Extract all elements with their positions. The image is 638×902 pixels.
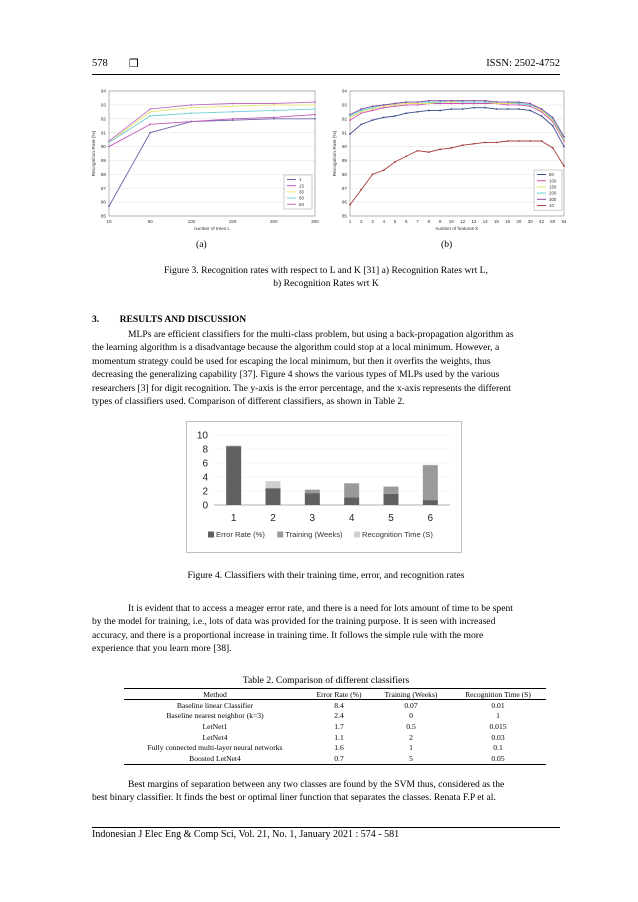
x-tick-label: 84 [561,219,567,224]
bar-segment [384,486,399,487]
data-point [314,114,316,116]
series-line [109,102,315,141]
table-cell: 5 [372,753,450,764]
y-tick-label: 10 [196,430,208,442]
table-cell: LetNet1 [202,721,228,731]
x-tick-label: 3 [371,219,374,224]
data-point [314,118,316,120]
column-header: Error Rate (%) [306,689,372,700]
table-cell: 0.1 [493,743,503,753]
data-point [541,140,543,142]
table-cell: 1.6 [334,743,344,753]
table-cell: 0.015 [489,721,507,731]
text-line: researchers [3] for digit recognition. The y-axis is the error percentage, and the x-axis represents the different [92,382,511,394]
text-line: best binary classifier. It finds the best or optimal liner function that separates the classes. Renata F.P et al. [92,792,496,804]
y-tick-label: 0 [202,500,208,512]
bar-segment [423,500,438,505]
data-point [360,189,362,191]
text-line: by the model for training, i.e., lots of data was provided for the training purpose. It is seen with increased [92,616,496,628]
bar-segment [305,490,320,494]
table-cell: Baseline linear Classifier [176,700,254,710]
data-point [439,148,441,150]
data-point [529,140,531,142]
data-point [484,100,486,102]
table-row [124,732,546,743]
column-header: Recognition Time (S) [450,689,546,700]
table2 [124,688,546,765]
y-tick-label: 90 [341,144,347,150]
issn: ISSN: 2502-4752 [486,58,560,69]
data-point [149,108,151,110]
data-point [372,173,374,175]
table-cell: 1.1 [334,732,344,742]
paragraph-2 [92,602,560,656]
x-tick-label: 60 [550,219,556,224]
x-tick-label: 300 [311,219,319,224]
data-point [529,110,531,112]
bar-segment [266,488,281,505]
data-point [191,112,193,114]
data-point [149,132,151,134]
data-point [462,100,464,102]
legend-label: Training (Weeks) [285,530,343,539]
figure3b-chart [320,84,570,244]
x-tick-label: 5 [388,513,394,524]
table-cell: 1 [409,743,413,753]
plot-area [350,91,564,216]
x-tick-label: 6 [405,219,408,224]
x-tick-label: 7 [416,219,419,224]
legend-label: 84 [299,201,304,207]
data-point [518,108,520,110]
table-cell: 0.01 [491,700,505,710]
data-point [518,101,520,103]
data-point [529,103,531,105]
data-point [232,118,234,120]
data-point [496,108,498,110]
table-cell: 2.4 [334,711,344,721]
data-point [450,147,452,149]
data-point [349,204,351,206]
table-cell: Baseline nearest neighbor (k=3) [166,711,264,721]
data-point [496,101,498,103]
data-point [372,119,374,121]
data-point [552,125,554,127]
data-point [108,205,110,207]
data-point [360,108,362,110]
y-tick-label: 85 [100,213,106,219]
data-point [417,111,419,113]
text-line: MLPs are efficient classifiers for the multi-class problem, but using a back-propagation algorithm as [128,329,514,340]
legend-label: 15 [299,183,304,189]
legend-label: 1 [299,177,302,183]
bar-segment [344,497,359,505]
data-point [507,108,509,110]
y-tick-label: 88 [341,171,347,177]
data-point [149,115,151,117]
table-row [124,711,546,722]
bar-segment [344,483,359,497]
y-tick-label: 89 [100,158,106,164]
data-point [383,104,385,106]
x-tick-label: 2 [359,219,363,224]
x-tick-label: 200 [269,219,278,224]
x-tick-label: 2 [270,513,276,524]
data-point [232,103,234,105]
bar-segment [226,446,241,505]
x-tick-label: 50 [147,219,153,224]
legend-swatch [277,532,283,538]
data-point [232,111,234,113]
text-line: Best margins of separation between any two classes are found by the SVM thus, considered as the [128,779,505,790]
x-tick-label: 4 [348,513,355,524]
x-tick-label: 12 [460,219,466,224]
paragraph-3 [92,778,560,805]
column-header: Training (Weeks) [372,689,450,700]
data-point [473,100,475,102]
legend-label: 200 [549,190,557,196]
data-point [405,101,407,103]
data-point [394,161,396,163]
text-line: types of classifiers used. Comparison of different classifiers, as shown in Table 2. [92,396,405,408]
data-point [232,105,234,107]
x-tick-label: 5 [393,219,397,224]
table-cell: 0.07 [404,700,418,710]
table-cell: 8.4 [334,700,344,710]
data-point [541,108,543,110]
table-row [124,753,546,764]
x-tick-label: 10 [448,219,454,224]
data-point [450,100,452,102]
data-point [428,110,430,112]
data-point [349,119,351,121]
x-tick-label: 6 [427,513,434,524]
legend-label: Recognition Time (S) [362,530,433,539]
x-tick-label: 13 [471,219,477,224]
bar-segment [266,481,281,488]
data-point [314,104,316,106]
data-point [450,108,452,110]
data-point [273,103,275,105]
data-point [108,140,110,142]
y-tick-label: 90 [100,144,106,150]
data-point [383,169,385,171]
data-point [417,150,419,152]
data-point [394,115,396,117]
table-cell: 0.03 [491,732,505,742]
legend-label: 100 [549,178,557,184]
data-point [563,136,565,138]
data-point [484,107,486,109]
data-point [473,107,475,109]
x-tick-label: 9 [438,219,442,224]
data-point [191,121,193,123]
table-row [124,700,546,711]
legend-swatch [354,532,360,538]
x-tick-label: 1 [348,219,352,224]
header-rule [92,74,560,75]
y-tick-label: 94 [341,88,347,94]
table-cell: 0.05 [450,753,546,764]
section-number: 3. [92,314,100,325]
table-cell: 0.7 [306,753,372,764]
data-point [149,123,151,125]
x-tick-label: 150 [228,219,237,224]
x-axis-label: number of trees L [193,226,231,231]
data-point [394,103,396,105]
y-tick-label: 85 [341,213,347,219]
x-tick-label: 42 [538,219,545,224]
data-point [405,155,407,157]
data-point [552,116,554,118]
data-point [349,133,351,135]
x-tick-label: 1 [230,513,237,524]
data-point [428,100,430,102]
x-tick-label: 100 [187,219,196,224]
y-tick-label: 93 [100,102,106,108]
figure3-caption-line2: b) Recognition Rates wrt K [273,278,379,289]
table-cell: 2 [409,732,413,742]
legend-label: Error Rate (%) [216,530,265,539]
data-point [314,108,316,110]
text-line: momentum strategy could be used for escaping the local minimum, but then it overfits the weights, thus [92,355,491,367]
text-line: accuracy, and there is a proportional increase in training time. It follows the simple rule with the more [92,629,484,641]
x-axis-label: number of features K [435,226,479,231]
legend-swatch [208,532,214,538]
data-point [439,100,441,102]
x-tick-label: 20 [516,219,522,224]
panel-b-label: (b) [441,239,453,250]
figure4-chart [186,421,462,553]
data-point [462,144,464,146]
bar-segment [305,493,320,505]
x-tick-label: 14 [482,219,488,224]
data-point [473,143,475,145]
bar-segment [423,465,438,500]
y-tick-label: 91 [100,130,106,136]
legend-label: 300 [549,196,557,202]
x-tick-label: 16 [505,219,511,224]
figure3-caption-line1: Figure 3. Recognition rates with respect to L and K [31] a) Recognition Rates wrt L, [164,265,488,276]
y-tick-label: 88 [100,171,106,177]
section-title: RESULTS AND DISCUSSION [119,314,247,325]
table-cell: LetNet4 [202,732,228,742]
paragraph-1 [92,328,560,408]
x-tick-label: 10 [106,219,112,224]
x-tick-label: 8 [427,219,431,224]
y-tick-label: 2 [202,486,208,498]
x-tick-label: 15 [493,219,499,224]
data-point [149,111,151,113]
data-point [108,146,110,148]
y-axis-label: Recognition Rate (%) [92,130,97,177]
text-line: decreasing the generalizing capability [37]. Figure 4 shows the various types of MLPs used by the various [92,369,500,381]
data-point [496,141,498,143]
data-point [273,110,275,112]
bar-segment [384,487,399,494]
table-row [124,742,546,753]
y-tick-label: 93 [341,102,347,108]
y-tick-label: 87 [100,185,106,191]
text-line: experience that you learn more [38]. [92,643,232,655]
legend-label: 50 [549,172,554,178]
y-tick-label: 86 [100,199,106,205]
y-tick-label: 94 [100,88,106,94]
table2-caption: Table 2. Comparison of different classifiers [242,675,410,686]
legend-label: 150 [549,184,557,190]
table-cell: 1 [496,711,500,721]
series-line [350,141,564,205]
box-symbol: ❒ [129,57,139,70]
data-point [405,112,407,114]
data-point [552,147,554,149]
y-tick-label: 87 [341,185,347,191]
y-tick-label: 92 [341,116,347,122]
data-point [518,140,520,142]
bar-segment [384,494,399,505]
column-header: Method [124,689,306,700]
data-point [417,101,419,103]
table-cell: 0 [409,711,413,721]
table-row [124,721,546,732]
figure3a-chart [78,84,318,244]
legend-label: 30 [299,189,304,195]
figure4-caption: Figure 4. Classifiers with their training time, error, and recognition rates [187,570,465,581]
data-point [383,116,385,118]
data-point [191,104,193,106]
data-point [507,140,509,142]
table-cell: Fully connected multi-layer neural networks [147,743,283,753]
data-point [273,116,275,118]
data-point [563,146,565,148]
y-tick-label: 6 [202,458,208,470]
text-line: It is evident that to access a meager error rate, and there is a need for lots amount of time to be spent [128,603,513,614]
data-point [191,107,193,109]
table-cell: Boosted LetNet4 [124,753,306,764]
data-point [439,110,441,112]
data-point [484,141,486,143]
footer-rule [92,827,560,828]
x-tick-label: 4 [382,219,386,224]
x-tick-label: 3 [309,513,316,524]
y-axis-label: Recognition Rate (%) [333,130,338,177]
y-tick-label: 92 [100,116,106,122]
page-number: 578 [92,58,108,69]
y-tick-label: 89 [341,158,347,164]
table-cell: 0.5 [406,721,416,731]
table-cell: 1.7 [334,721,344,731]
data-point [314,101,316,103]
data-point [541,115,543,117]
section-heading [92,314,246,325]
panel-a-label: (a) [196,239,207,250]
x-tick-label: 30 [527,219,533,224]
legend-label: 60 [299,195,304,201]
y-tick-label: 8 [202,444,208,456]
data-point [507,101,509,103]
series-line [109,109,315,142]
legend-label: 10 [549,203,554,209]
table-header-row [124,689,546,700]
legend-box [534,170,562,210]
data-point [349,114,351,116]
y-tick-label: 4 [202,472,208,484]
data-point [428,151,430,153]
y-tick-label: 91 [341,130,347,136]
data-point [462,108,464,110]
data-point [372,105,374,107]
data-point [360,123,362,125]
data-point [563,165,565,167]
y-tick-label: 86 [341,199,347,205]
text-line: the learning algorithm is a disadvantage because the algorithm could stop at a local minimum. However, a [92,342,500,354]
footer-text: Indonesian J Elec Eng & Comp Sci, Vol. 21, No. 1, January 2021 : 574 - 581 [92,829,400,840]
